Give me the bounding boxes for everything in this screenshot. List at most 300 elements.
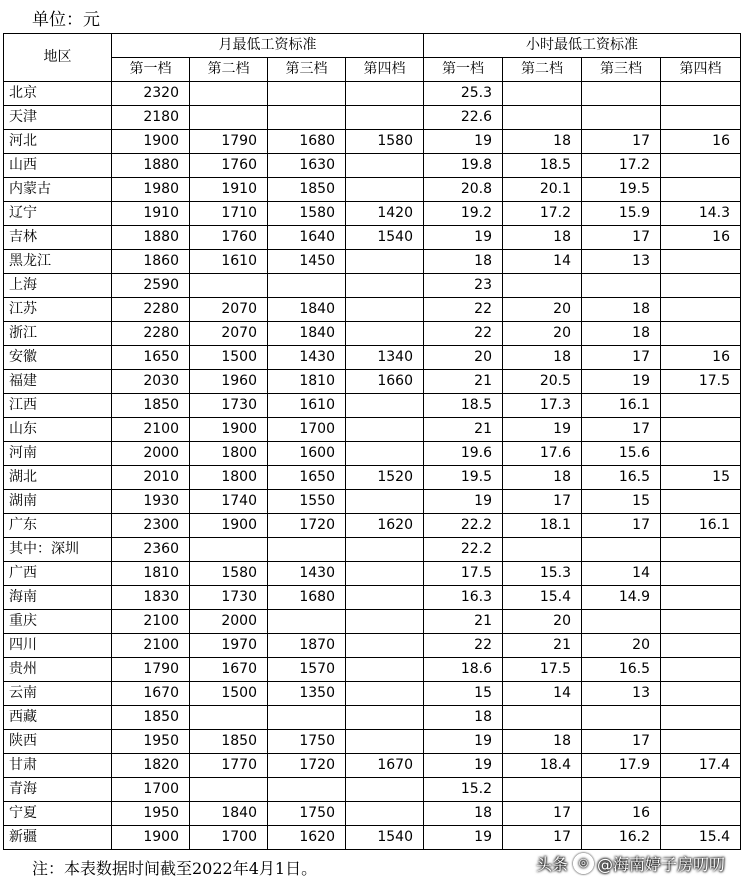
monthly-wage-cell: 1880	[112, 226, 190, 250]
monthly-wage-cell: 1700	[190, 826, 268, 850]
monthly-wage-cell: 1540	[346, 826, 424, 850]
hourly-wage-cell: 17	[582, 418, 661, 442]
hourly-wage-cell: 21	[503, 634, 582, 658]
hourly-wage-cell: 20	[503, 610, 582, 634]
hourly-wage-cell	[503, 106, 582, 130]
table-row	[4, 730, 741, 754]
hourly-wage-cell: 17	[503, 802, 582, 826]
monthly-wage-cell: 2280	[112, 322, 190, 346]
hourly-wage-cell	[661, 154, 741, 178]
hourly-wage-cell	[661, 562, 741, 586]
hourly-wage-cell: 19	[424, 490, 503, 514]
watermark-logo-icon: ◎	[573, 853, 594, 874]
monthly-wage-cell: 1500	[190, 682, 268, 706]
hourly-wage-cell: 22	[424, 322, 503, 346]
table-row	[4, 106, 741, 130]
monthly-wage-cell: 1340	[346, 346, 424, 370]
unit-label: 单位：元	[32, 10, 100, 30]
table-row	[4, 226, 741, 250]
watermark-handle: @海南婷子房叨叨	[596, 855, 725, 874]
hourly-wage-cell	[661, 538, 741, 562]
hourly-wage-cell: 17.2	[582, 154, 661, 178]
monthly-wage-cell: 1760	[190, 226, 268, 250]
monthly-wage-cell	[346, 154, 424, 178]
hourly-wage-cell	[582, 538, 661, 562]
monthly-wage-cell: 2070	[190, 322, 268, 346]
monthly-wage-cell: 1580	[268, 202, 346, 226]
hourly-wage-cell: 18	[582, 322, 661, 346]
monthly-wage-cell: 2100	[112, 418, 190, 442]
monthly-wage-cell: 1950	[112, 802, 190, 826]
monthly-wage-cell: 1570	[268, 658, 346, 682]
hourly-tier-header: 第一档	[424, 58, 503, 82]
hourly-tier-header: 第三档	[582, 58, 661, 82]
monthly-wage-cell	[346, 178, 424, 202]
table-row	[4, 826, 741, 850]
hourly-wage-cell: 15	[582, 490, 661, 514]
monthly-wage-cell	[190, 82, 268, 106]
monthly-wage-cell	[346, 442, 424, 466]
region-cell: 江西	[4, 394, 112, 418]
hourly-wage-cell: 15	[424, 682, 503, 706]
hourly-wage-cell: 18.1	[503, 514, 582, 538]
monthly-wage-cell: 1850	[190, 730, 268, 754]
hourly-wage-cell: 17	[503, 490, 582, 514]
monthly-wage-cell: 1750	[268, 802, 346, 826]
monthly-wage-cell: 1420	[346, 202, 424, 226]
monthly-wage-cell: 1880	[112, 154, 190, 178]
region-cell: 云南	[4, 682, 112, 706]
monthly-wage-cell: 1700	[112, 778, 190, 802]
monthly-wage-cell: 1520	[346, 466, 424, 490]
monthly-wage-cell	[268, 274, 346, 298]
monthly-wage-cell: 1680	[268, 130, 346, 154]
hourly-wage-cell	[661, 730, 741, 754]
region-cell: 内蒙古	[4, 178, 112, 202]
monthly-wage-cell: 2280	[112, 298, 190, 322]
monthly-wage-cell	[268, 538, 346, 562]
hourly-wage-cell: 17.5	[424, 562, 503, 586]
region-cell: 甘肃	[4, 754, 112, 778]
monthly-wage-cell: 1750	[268, 730, 346, 754]
monthly-wage-cell: 1430	[268, 562, 346, 586]
region-cell: 新疆	[4, 826, 112, 850]
hourly-wage-cell: 19.5	[582, 178, 661, 202]
hourly-wage-cell: 16	[661, 346, 741, 370]
hourly-wage-cell: 14	[582, 562, 661, 586]
table-row	[4, 418, 741, 442]
hourly-wage-cell: 14	[503, 682, 582, 706]
hourly-wage-cell: 18	[503, 226, 582, 250]
table-row	[4, 442, 741, 466]
monthly-wage-cell: 1760	[190, 154, 268, 178]
hourly-wage-cell: 19	[503, 418, 582, 442]
monthly-wage-cell	[346, 586, 424, 610]
hourly-wage-cell: 18.6	[424, 658, 503, 682]
hourly-wage-cell: 21	[424, 418, 503, 442]
region-cell: 河北	[4, 130, 112, 154]
monthly-wage-cell: 1670	[190, 658, 268, 682]
hourly-wage-cell: 20	[503, 322, 582, 346]
monthly-wage-cell: 2070	[190, 298, 268, 322]
monthly-wage-cell: 1870	[268, 634, 346, 658]
hourly-wage-cell: 20.1	[503, 178, 582, 202]
hourly-wage-cell: 15.6	[582, 442, 661, 466]
hourly-wage-cell: 21	[424, 370, 503, 394]
monthly-wage-cell	[346, 682, 424, 706]
hourly-wage-cell	[661, 82, 741, 106]
monthly-wage-cell	[190, 106, 268, 130]
table-row	[4, 298, 741, 322]
monthly-wage-cell	[346, 250, 424, 274]
region-cell: 宁夏	[4, 802, 112, 826]
hourly-wage-cell: 19	[424, 226, 503, 250]
region-cell: 湖北	[4, 466, 112, 490]
hourly-wage-cell: 18	[503, 346, 582, 370]
table-row	[4, 634, 741, 658]
region-cell: 海南	[4, 586, 112, 610]
monthly-wage-cell	[190, 778, 268, 802]
region-cell: 黑龙江	[4, 250, 112, 274]
hourly-wage-cell	[582, 274, 661, 298]
monthly-wage-cell	[346, 634, 424, 658]
monthly-wage-cell: 2360	[112, 538, 190, 562]
hourly-wage-cell: 19.2	[424, 202, 503, 226]
monthly-wage-cell: 1580	[346, 130, 424, 154]
monthly-wage-cell: 2100	[112, 634, 190, 658]
region-cell: 山东	[4, 418, 112, 442]
monthly-wage-cell: 1620	[346, 514, 424, 538]
monthly-wage-cell	[346, 610, 424, 634]
hourly-wage-cell: 21	[424, 610, 503, 634]
monthly-tier-header: 第一档	[112, 58, 190, 82]
monthly-wage-cell: 1910	[112, 202, 190, 226]
region-cell: 四川	[4, 634, 112, 658]
monthly-wage-cell	[268, 106, 346, 130]
monthly-wage-cell: 1790	[112, 658, 190, 682]
hourly-wage-cell	[661, 250, 741, 274]
table-body	[4, 82, 741, 850]
region-cell: 其中：深圳	[4, 538, 112, 562]
hourly-wage-cell	[503, 778, 582, 802]
hourly-wage-cell: 13	[582, 682, 661, 706]
table-row	[4, 514, 741, 538]
hourly-wage-cell	[661, 178, 741, 202]
table-row	[4, 82, 741, 106]
monthly-wage-cell: 2030	[112, 370, 190, 394]
table-row	[4, 202, 741, 226]
monthly-wage-cell	[346, 322, 424, 346]
hourly-wage-cell: 20	[582, 634, 661, 658]
monthly-wage-cell: 1430	[268, 346, 346, 370]
region-cell: 河南	[4, 442, 112, 466]
hourly-wage-cell	[503, 82, 582, 106]
monthly-wage-cell	[346, 730, 424, 754]
hourly-wage-cell: 18	[503, 730, 582, 754]
hourly-wage-cell	[661, 322, 741, 346]
hourly-wage-cell: 19	[582, 370, 661, 394]
hourly-wage-cell: 16.5	[582, 658, 661, 682]
monthly-wage-cell: 1640	[268, 226, 346, 250]
monthly-tier-header: 第三档	[268, 58, 346, 82]
hourly-wage-cell: 18	[424, 250, 503, 274]
monthly-wage-cell	[346, 274, 424, 298]
region-cell: 湖南	[4, 490, 112, 514]
hourly-wage-cell	[582, 610, 661, 634]
monthly-wage-cell	[268, 610, 346, 634]
hourly-wage-cell: 15.2	[424, 778, 503, 802]
monthly-tier-header: 第二档	[190, 58, 268, 82]
table-row	[4, 658, 741, 682]
hourly-wage-cell: 18.5	[503, 154, 582, 178]
hourly-wage-cell	[582, 706, 661, 730]
hourly-wage-cell	[582, 106, 661, 130]
region-header: 地区	[4, 34, 112, 82]
hourly-tier-header: 第四档	[661, 58, 741, 82]
monthly-wage-cell	[268, 778, 346, 802]
monthly-wage-cell: 1900	[112, 130, 190, 154]
table-row	[4, 466, 741, 490]
table-row	[4, 562, 741, 586]
region-cell: 广西	[4, 562, 112, 586]
monthly-wage-cell: 2010	[112, 466, 190, 490]
hourly-wage-cell: 19	[424, 730, 503, 754]
hourly-wage-cell	[661, 418, 741, 442]
region-cell: 安徽	[4, 346, 112, 370]
monthly-wage-cell: 1770	[190, 754, 268, 778]
hourly-wage-cell: 17.2	[503, 202, 582, 226]
hourly-wage-cell: 14.9	[582, 586, 661, 610]
monthly-wage-cell: 1600	[268, 442, 346, 466]
table-row	[4, 250, 741, 274]
monthly-wage-cell	[346, 106, 424, 130]
monthly-wage-cell: 1740	[190, 490, 268, 514]
hourly-wage-cell: 19.8	[424, 154, 503, 178]
monthly-wage-cell: 1350	[268, 682, 346, 706]
hourly-wage-cell	[503, 274, 582, 298]
hourly-wage-cell	[661, 490, 741, 514]
hourly-wage-cell: 17.6	[503, 442, 582, 466]
region-cell: 重庆	[4, 610, 112, 634]
monthly-wage-cell: 1850	[112, 706, 190, 730]
hourly-wage-cell: 17.5	[661, 370, 741, 394]
table-row	[4, 682, 741, 706]
region-cell: 浙江	[4, 322, 112, 346]
minimum-wage-table	[3, 33, 741, 850]
monthly-wage-cell: 1900	[112, 826, 190, 850]
table-row	[4, 538, 741, 562]
monthly-wage-cell: 1620	[268, 826, 346, 850]
monthly-wage-cell	[190, 538, 268, 562]
hourly-wage-cell: 19	[424, 754, 503, 778]
monthly-wage-cell: 2000	[190, 610, 268, 634]
hourly-tier-header: 第二档	[503, 58, 582, 82]
monthly-wage-cell	[346, 418, 424, 442]
monthly-group-header: 月最低工资标准	[112, 34, 424, 58]
monthly-wage-cell	[268, 706, 346, 730]
monthly-wage-cell: 1810	[112, 562, 190, 586]
monthly-wage-cell: 1820	[112, 754, 190, 778]
hourly-wage-cell: 17.4	[661, 754, 741, 778]
monthly-wage-cell: 1630	[268, 154, 346, 178]
monthly-wage-cell: 1610	[268, 394, 346, 418]
hourly-wage-cell: 23	[424, 274, 503, 298]
monthly-wage-cell: 1930	[112, 490, 190, 514]
monthly-wage-cell: 1960	[190, 370, 268, 394]
monthly-wage-cell	[346, 706, 424, 730]
hourly-wage-cell: 17.5	[503, 658, 582, 682]
monthly-wage-cell	[346, 82, 424, 106]
hourly-wage-cell: 16.1	[661, 514, 741, 538]
hourly-wage-cell: 17.3	[503, 394, 582, 418]
monthly-wage-cell: 1840	[268, 322, 346, 346]
hourly-wage-cell	[661, 442, 741, 466]
hourly-wage-cell: 14.3	[661, 202, 741, 226]
region-cell: 北京	[4, 82, 112, 106]
hourly-wage-cell: 18	[424, 706, 503, 730]
hourly-wage-cell	[661, 658, 741, 682]
monthly-wage-cell: 1680	[268, 586, 346, 610]
region-cell: 西藏	[4, 706, 112, 730]
monthly-wage-cell: 1450	[268, 250, 346, 274]
monthly-wage-cell: 1800	[190, 466, 268, 490]
monthly-wage-cell	[346, 778, 424, 802]
hourly-wage-cell: 15	[661, 466, 741, 490]
monthly-wage-cell: 2320	[112, 82, 190, 106]
hourly-wage-cell: 16	[582, 802, 661, 826]
monthly-wage-cell: 1710	[190, 202, 268, 226]
hourly-wage-cell: 16	[661, 226, 741, 250]
hourly-wage-cell	[582, 82, 661, 106]
hourly-wage-cell	[661, 682, 741, 706]
hourly-wage-cell: 20.8	[424, 178, 503, 202]
hourly-wage-cell: 19.6	[424, 442, 503, 466]
hourly-group-header: 小时最低工资标准	[424, 34, 741, 58]
hourly-wage-cell: 16	[661, 130, 741, 154]
hourly-wage-cell: 16.5	[582, 466, 661, 490]
hourly-wage-cell: 15.4	[661, 826, 741, 850]
region-cell: 江苏	[4, 298, 112, 322]
monthly-wage-cell: 1660	[346, 370, 424, 394]
hourly-wage-cell	[503, 538, 582, 562]
monthly-wage-cell: 2000	[112, 442, 190, 466]
monthly-wage-cell: 2100	[112, 610, 190, 634]
monthly-wage-cell: 1790	[190, 130, 268, 154]
hourly-wage-cell: 17	[582, 730, 661, 754]
monthly-wage-cell	[346, 802, 424, 826]
hourly-wage-cell: 20	[424, 346, 503, 370]
table-row	[4, 370, 741, 394]
monthly-wage-cell: 1860	[112, 250, 190, 274]
monthly-wage-cell: 1730	[190, 394, 268, 418]
hourly-wage-cell: 14	[503, 250, 582, 274]
monthly-wage-cell: 1830	[112, 586, 190, 610]
monthly-wage-cell: 1650	[112, 346, 190, 370]
monthly-wage-cell: 1900	[190, 514, 268, 538]
monthly-wage-cell: 1720	[268, 754, 346, 778]
hourly-wage-cell: 15.4	[503, 586, 582, 610]
monthly-wage-cell: 1500	[190, 346, 268, 370]
hourly-wage-cell	[661, 634, 741, 658]
monthly-wage-cell: 1550	[268, 490, 346, 514]
region-cell: 天津	[4, 106, 112, 130]
monthly-wage-cell: 1610	[190, 250, 268, 274]
hourly-wage-cell: 18	[503, 130, 582, 154]
monthly-wage-cell	[346, 298, 424, 322]
hourly-wage-cell: 17	[582, 130, 661, 154]
hourly-wage-cell: 17.9	[582, 754, 661, 778]
hourly-wage-cell: 15.9	[582, 202, 661, 226]
hourly-wage-cell	[661, 778, 741, 802]
table-row	[4, 610, 741, 634]
table-row	[4, 130, 741, 154]
hourly-wage-cell: 16.1	[582, 394, 661, 418]
monthly-tier-header: 第四档	[346, 58, 424, 82]
hourly-wage-cell: 15.3	[503, 562, 582, 586]
monthly-wage-cell	[346, 490, 424, 514]
hourly-wage-cell: 22.2	[424, 514, 503, 538]
region-cell: 吉林	[4, 226, 112, 250]
monthly-wage-cell: 1700	[268, 418, 346, 442]
hourly-wage-cell: 18.5	[424, 394, 503, 418]
monthly-wage-cell: 1950	[112, 730, 190, 754]
monthly-wage-cell: 1910	[190, 178, 268, 202]
region-cell: 福建	[4, 370, 112, 394]
monthly-wage-cell: 1540	[346, 226, 424, 250]
hourly-wage-cell	[503, 706, 582, 730]
hourly-wage-cell: 20.5	[503, 370, 582, 394]
monthly-wage-cell: 1840	[190, 802, 268, 826]
footnote: 注：本表数据时间截至2022年4月1日。	[32, 859, 318, 878]
monthly-wage-cell: 1720	[268, 514, 346, 538]
hourly-wage-cell: 18	[582, 298, 661, 322]
table-row	[4, 394, 741, 418]
hourly-wage-cell: 16.2	[582, 826, 661, 850]
hourly-wage-cell: 18.4	[503, 754, 582, 778]
hourly-wage-cell: 13	[582, 250, 661, 274]
monthly-wage-cell: 1850	[112, 394, 190, 418]
monthly-wage-cell	[346, 538, 424, 562]
hourly-wage-cell	[661, 274, 741, 298]
hourly-wage-cell	[661, 802, 741, 826]
region-cell: 贵州	[4, 658, 112, 682]
hourly-wage-cell: 17	[582, 226, 661, 250]
hourly-wage-cell	[582, 778, 661, 802]
table-row	[4, 754, 741, 778]
monthly-wage-cell: 1840	[268, 298, 346, 322]
region-cell: 辽宁	[4, 202, 112, 226]
monthly-wage-cell: 1900	[190, 418, 268, 442]
region-cell: 青海	[4, 778, 112, 802]
monthly-wage-cell: 2300	[112, 514, 190, 538]
table-row	[4, 706, 741, 730]
table-row	[4, 154, 741, 178]
hourly-wage-cell: 22.6	[424, 106, 503, 130]
monthly-wage-cell	[346, 658, 424, 682]
hourly-wage-cell: 19	[424, 130, 503, 154]
monthly-wage-cell: 1800	[190, 442, 268, 466]
hourly-wage-cell: 18	[503, 466, 582, 490]
table-row	[4, 178, 741, 202]
table-row	[4, 586, 741, 610]
hourly-wage-cell: 18	[424, 802, 503, 826]
monthly-wage-cell	[268, 82, 346, 106]
monthly-wage-cell	[190, 706, 268, 730]
hourly-wage-cell: 20	[503, 298, 582, 322]
table-row	[4, 322, 741, 346]
hourly-wage-cell: 22	[424, 634, 503, 658]
monthly-wage-cell: 1670	[112, 682, 190, 706]
